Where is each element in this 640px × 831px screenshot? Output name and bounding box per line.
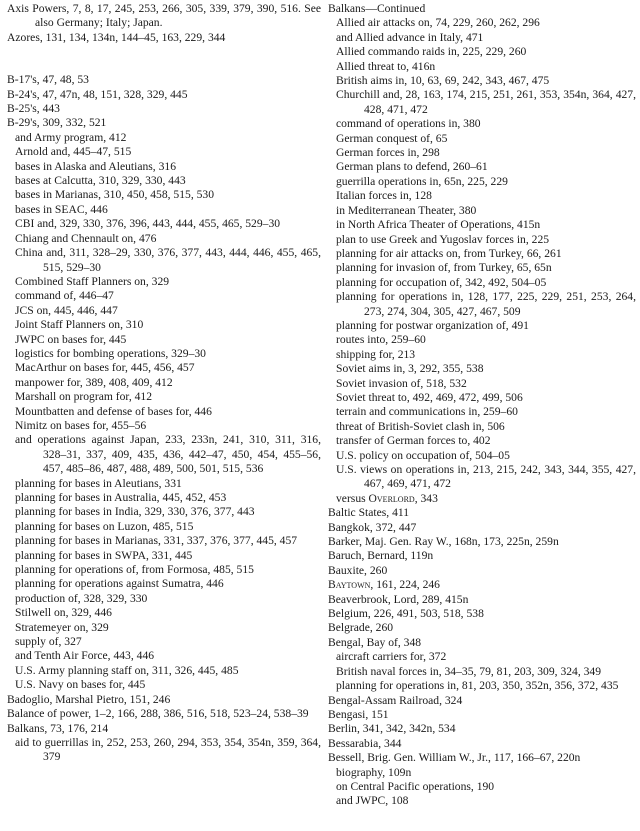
index-subentry: Stratemeyer on, 329 [15, 620, 109, 634]
index-subentry: Soviet aims in, 3, 292, 355, 538 [336, 362, 484, 376]
index-subentry: Soviet threat to, 492, 469, 472, 499, 506 [336, 390, 523, 404]
index-subentry: planning for bases in SWPA, 331, 445 [15, 548, 193, 562]
index-subentry: JWPC on bases for, 445 [15, 332, 127, 346]
index-subentry: planning for bases in Marianas, 331, 337, 376, 377, 445, 457 [15, 534, 298, 548]
index-subentry: British aims in, 10, 63, 69, 242, 343, 467, 475 [336, 74, 550, 88]
index-subentry: routes into, 259–60 [336, 333, 426, 347]
index-subentry: Joint Staff Planners on, 310 [15, 318, 144, 332]
index-subentry: command of operations in, 380 [336, 117, 481, 131]
index-subentry: Italian forces in, 128 [336, 189, 432, 203]
index-entry: Bengasi, 151 [328, 707, 389, 721]
index-subentry: U.S. Navy on bases for, 445 [15, 678, 146, 692]
index-subentry: in Mediterranean Theater, 380 [336, 203, 477, 217]
index-subentry: China and, 311, 328–29, 330, 376, 377, 443, 444, 446, 455, 465, 515, 529–30 [15, 246, 321, 274]
index-subentry: and Army program, 412 [15, 130, 127, 144]
index-column-right [328, 2, 636, 809]
index-subentry: Chiang and Chennault on, 476 [15, 231, 157, 245]
index-subentry: MacArthur on bases for, 445, 456, 457 [15, 361, 195, 375]
index-subentry: in North Africa Theater of Operations, 415n [336, 218, 541, 232]
index-entry: Baytown, 161, 224, 246 [328, 578, 440, 592]
index-subentry: supply of, 327 [15, 635, 82, 649]
index-entry: Barker, Maj. Gen. Ray W., 168n, 173, 225n, 259n [328, 535, 559, 549]
index-subentry: aircraft carriers for, 372 [336, 650, 447, 664]
index-subentry: planning for bases in Aleutians, 331 [15, 476, 182, 490]
index-entry: Axis Powers, 7, 8, 17, 245, 253, 266, 305, 339, 379, 390, 516. See also Germany; Italy; Japan. [7, 2, 321, 30]
index-subentry: planning for operations in, 81, 203, 350, 352n, 356, 372, 435 [336, 679, 619, 693]
index-subentry: biography, 109n [336, 765, 412, 779]
index-subentry: Mountbatten and defense of bases for, 446 [15, 404, 212, 418]
index-entry: Bauxite, 260 [328, 563, 388, 577]
index-subentry: planning for postwar organization of, 491 [336, 318, 529, 332]
index-subentry: JCS on, 445, 446, 447 [15, 303, 118, 317]
index-subentry: Stilwell on, 329, 446 [15, 606, 112, 620]
index-entry: Bengal, Bay of, 348 [328, 635, 422, 649]
index-subentry: planning for bases on Luzon, 485, 515 [15, 519, 194, 533]
index-subentry: planning for occupation of, 342, 492, 504–05 [336, 275, 547, 289]
index-entry: Bessarabia, 344 [328, 736, 402, 750]
index-subentry: bases in Alaska and Aleutians, 316 [15, 159, 176, 173]
index-entry: Belgrade, 260 [328, 621, 394, 635]
index-subentry: plan to use Greek and Yugoslav forces in, 225 [336, 232, 550, 246]
index-subentry: guerrilla operations in, 65n, 225, 229 [336, 174, 508, 188]
index-entry: B-25's, 443 [7, 102, 60, 116]
index-subentry: German plans to defend, 260–61 [336, 160, 488, 174]
index-subentry: and Allied advance in Italy, 471 [336, 30, 484, 44]
index-subentry: and Tenth Air Force, 443, 446 [15, 649, 155, 663]
index-subentry: transfer of German forces to, 402 [336, 434, 491, 448]
index-subentry: German forces in, 298 [336, 146, 440, 160]
index-subentry: manpower for, 389, 408, 409, 412 [15, 375, 173, 389]
index-subentry: terrain and communications in, 259–60 [336, 405, 518, 419]
index-subentry: aid to guerrillas in, 252, 253, 260, 294, 353, 354, 354n, 359, 364, 379 [15, 735, 321, 764]
index-entry: Balance of power, 1–2, 166, 288, 386, 516, 518, 523–24, 538–39 [7, 707, 309, 721]
index-entry: Azores, 131, 134, 134n, 144–45, 163, 229, 344 [7, 30, 226, 44]
index-subentry: U.S. policy on occupation of, 504–05 [336, 448, 510, 462]
index-subentry: logistics for bombing operations, 329–30 [15, 346, 206, 360]
index-entry: Berlin, 341, 342, 342n, 534 [328, 722, 456, 736]
index-entry: Bessell, Brig. Gen. William W., Jr., 117, 166–67, 220n [328, 751, 581, 765]
index-subentry: shipping for, 213 [336, 347, 416, 361]
index-column-left [7, 2, 321, 765]
index-subentry: planning for operations in, 128, 177, 225, 229, 251, 253, 264, 273, 274, 304, 305, 427, 467, 509 [336, 290, 636, 318]
index-subentry: planning for operations of, from Formosa, 485, 515 [15, 563, 254, 577]
index-letter-gap [7, 45, 321, 73]
index-subentry: planning for invasion of, from Turkey, 65, 65n [336, 261, 552, 275]
index-entry: Baltic States, 411 [328, 506, 410, 520]
index-subentry: Soviet invasion of, 518, 532 [336, 376, 467, 390]
index-subentry: U.S. views on operations in, 213, 215, 242, 343, 344, 355, 427, 467, 469, 471, 472 [336, 463, 636, 491]
index-subentry: bases at Calcutta, 310, 329, 330, 443 [15, 174, 186, 188]
index-entry: Balkans, 73, 176, 214 [7, 721, 109, 735]
index-entry: Bengal-Assam Railroad, 324 [328, 693, 463, 707]
index-entry: B-24's, 47, 47n, 48, 151, 328, 329, 445 [7, 87, 188, 101]
index-entry: B-17's, 47, 48, 53 [7, 73, 89, 87]
index-subentry: Allied commando raids in, 225, 229, 260 [336, 45, 527, 59]
index-subentry: and operations against Japan, 233, 233n, 241, 310, 311, 316, 328–31, 337, 409, 435, 436, 442–47, 450, 454, 455–56, 457, 485–86, 487, 488, 489, 500, 501, 515, 536 [15, 433, 321, 476]
index-subentry: German conquest of, 65 [336, 131, 448, 145]
index-subentry: Combined Staff Planners on, 329 [15, 274, 170, 288]
index-subentry: planning for bases in Australia, 445, 452, 453 [15, 491, 227, 504]
index-subentry: command of, 446–47 [15, 289, 114, 303]
index-entry: Balkans—Continued [328, 2, 426, 15]
index-subentry: planning for bases in India, 329, 330, 376, 377, 443 [15, 505, 255, 519]
index-subentry: bases in SEAC, 446 [15, 202, 108, 216]
index-entry: Badoglio, Marshal Pietro, 151, 246 [7, 692, 171, 706]
index-subentry: British naval forces in, 34–35, 79, 81, 203, 309, 324, 349 [336, 664, 602, 678]
index-subentry: CBI and, 329, 330, 376, 396, 443, 444, 455, 465, 529–30 [15, 217, 281, 231]
index-subentry: planning for operations against Sumatra, 446 [15, 577, 224, 591]
index-entry: Belgium, 226, 491, 503, 518, 538 [328, 607, 484, 621]
index-subentry: on Central Pacific operations, 190 [336, 779, 495, 793]
index-entry: Baruch, Bernard, 119n [328, 549, 434, 563]
index-subentry: Churchill and, 28, 163, 174, 215, 251, 261, 353, 354n, 364, 427, 428, 471, 472 [336, 88, 636, 116]
index-subentry: Nimitz on bases for, 455–56 [15, 418, 147, 432]
index-subentry: U.S. Army planning staff on, 311, 326, 445, 485 [15, 663, 239, 677]
index-entry: Beaverbrook, Lord, 289, 415n [328, 592, 469, 606]
index-subentry: threat of British-Soviet clash in, 506 [336, 419, 505, 433]
index-subentry: and JWPC, 108 [336, 794, 409, 808]
index-subentry: Arnold and, 445–47, 515 [15, 145, 132, 159]
index-subentry: Allied threat to, 416n [336, 59, 436, 73]
index-subentry: production of, 328, 329, 330 [15, 591, 148, 605]
index-subentry: planning for air attacks on, from Turkey, 66, 261 [336, 246, 562, 260]
index-entry: Bangkok, 372, 447 [328, 520, 417, 534]
index-subentry: Allied air attacks on, 74, 229, 260, 262, 296 [336, 16, 540, 30]
index-subentry: Marshall on program for, 412 [15, 390, 153, 404]
index-entry: B-29's, 309, 332, 521 [7, 116, 107, 130]
index-subentry: bases in Marianas, 310, 450, 458, 515, 530 [15, 188, 215, 202]
index-subentry: versus Overlord, 343 [336, 491, 438, 505]
